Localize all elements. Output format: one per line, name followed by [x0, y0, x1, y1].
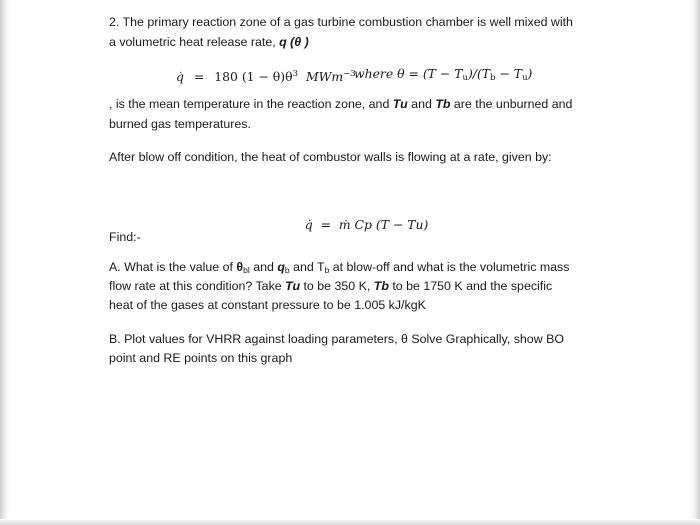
- part-a-and-1: and: [253, 260, 274, 274]
- page-shadow-bottom: [0, 519, 700, 525]
- part-a-text-3: flow rate at this condition? Take: [109, 279, 282, 293]
- part-a-text-2: at blow-off and what is the volumetric mass: [332, 260, 570, 274]
- tb-sub: b: [324, 265, 330, 275]
- part-a-line-2: [109, 277, 552, 295]
- eq1-rhs-exponent: 3: [292, 69, 298, 79]
- question-line-2-text: a volumetric heat release rate,: [109, 35, 276, 49]
- part-b-line-2: point and RE points on this graph: [109, 351, 293, 365]
- find-heading: Find:-: [109, 230, 141, 244]
- question-line-3: [109, 95, 572, 113]
- qb-symbol: q: [277, 260, 285, 274]
- part-a-text-5: to be 1750 K and the specific: [392, 279, 553, 293]
- part-a-text-1: A. What is the value of: [109, 260, 233, 274]
- part-a-text-4: to be 350 K,: [303, 279, 371, 293]
- page-shadow-right: [690, 0, 700, 525]
- page-shadow-left: [0, 0, 10, 525]
- question-line-4: burned gas temperatures.: [109, 117, 251, 131]
- eq1-unit-exponent: −3: [343, 69, 356, 79]
- eq1-sub-u1: u: [462, 73, 468, 83]
- line3-tb: Tb: [435, 97, 451, 111]
- part-a-tb: Tb: [373, 279, 389, 293]
- blow-off-statement: After blow off condition, the heat of combustor walls is flowing at a rate, given by:: [109, 150, 552, 164]
- eq1-unit: MWm: [305, 69, 344, 84]
- eq1-mid2: − T: [499, 66, 523, 81]
- eq1-sub-u2: u: [522, 73, 528, 83]
- qb-sub: b: [284, 265, 290, 275]
- eq1-equals: =: [193, 69, 205, 84]
- equation-heat-release: [176, 65, 356, 86]
- equation-wall-heat: [289, 198, 428, 252]
- part-a-line-3: heat of the gases at constant pressure to be 1.005 kJ/kgK: [109, 298, 426, 312]
- eq1-mid: )/(T: [467, 66, 491, 81]
- eq1-close: ): [527, 66, 533, 81]
- line3-part-a: , is the mean temperature in the reaction zone, and: [109, 97, 390, 111]
- theta-bl-symbol: θ: [236, 260, 244, 274]
- line3-part-b: and: [411, 97, 432, 111]
- part-a-line-1: [109, 258, 569, 279]
- part-a-tu: Tu: [285, 279, 301, 293]
- eq1-sub-b: b: [490, 73, 496, 83]
- eq1-where: where θ = (T − T: [354, 66, 463, 81]
- heat-release-symbol: q (θ ): [279, 35, 309, 49]
- eq1-rhs: 180 (1 − θ)θ: [214, 69, 293, 84]
- theta-bl-sub: bl: [243, 265, 250, 275]
- part-b-line-1: B. Plot values for VHRR against loading parameters, θ Solve Graphically, show BO: [109, 332, 564, 346]
- question-line-1: 2. The primary reaction zone of a gas turbine combustion chamber is well mixed with: [109, 15, 573, 29]
- line3-tu: Tu: [392, 97, 408, 111]
- question-line-2: [109, 33, 309, 51]
- eq2: q̇ = ṁ Cp (T − Tu): [304, 217, 429, 232]
- equation-theta-definition: [354, 65, 532, 87]
- eq1-lhs: q̇: [176, 69, 184, 84]
- line3-part-c: are the unburned and: [453, 97, 573, 111]
- part-a-and-2: and T: [293, 260, 325, 274]
